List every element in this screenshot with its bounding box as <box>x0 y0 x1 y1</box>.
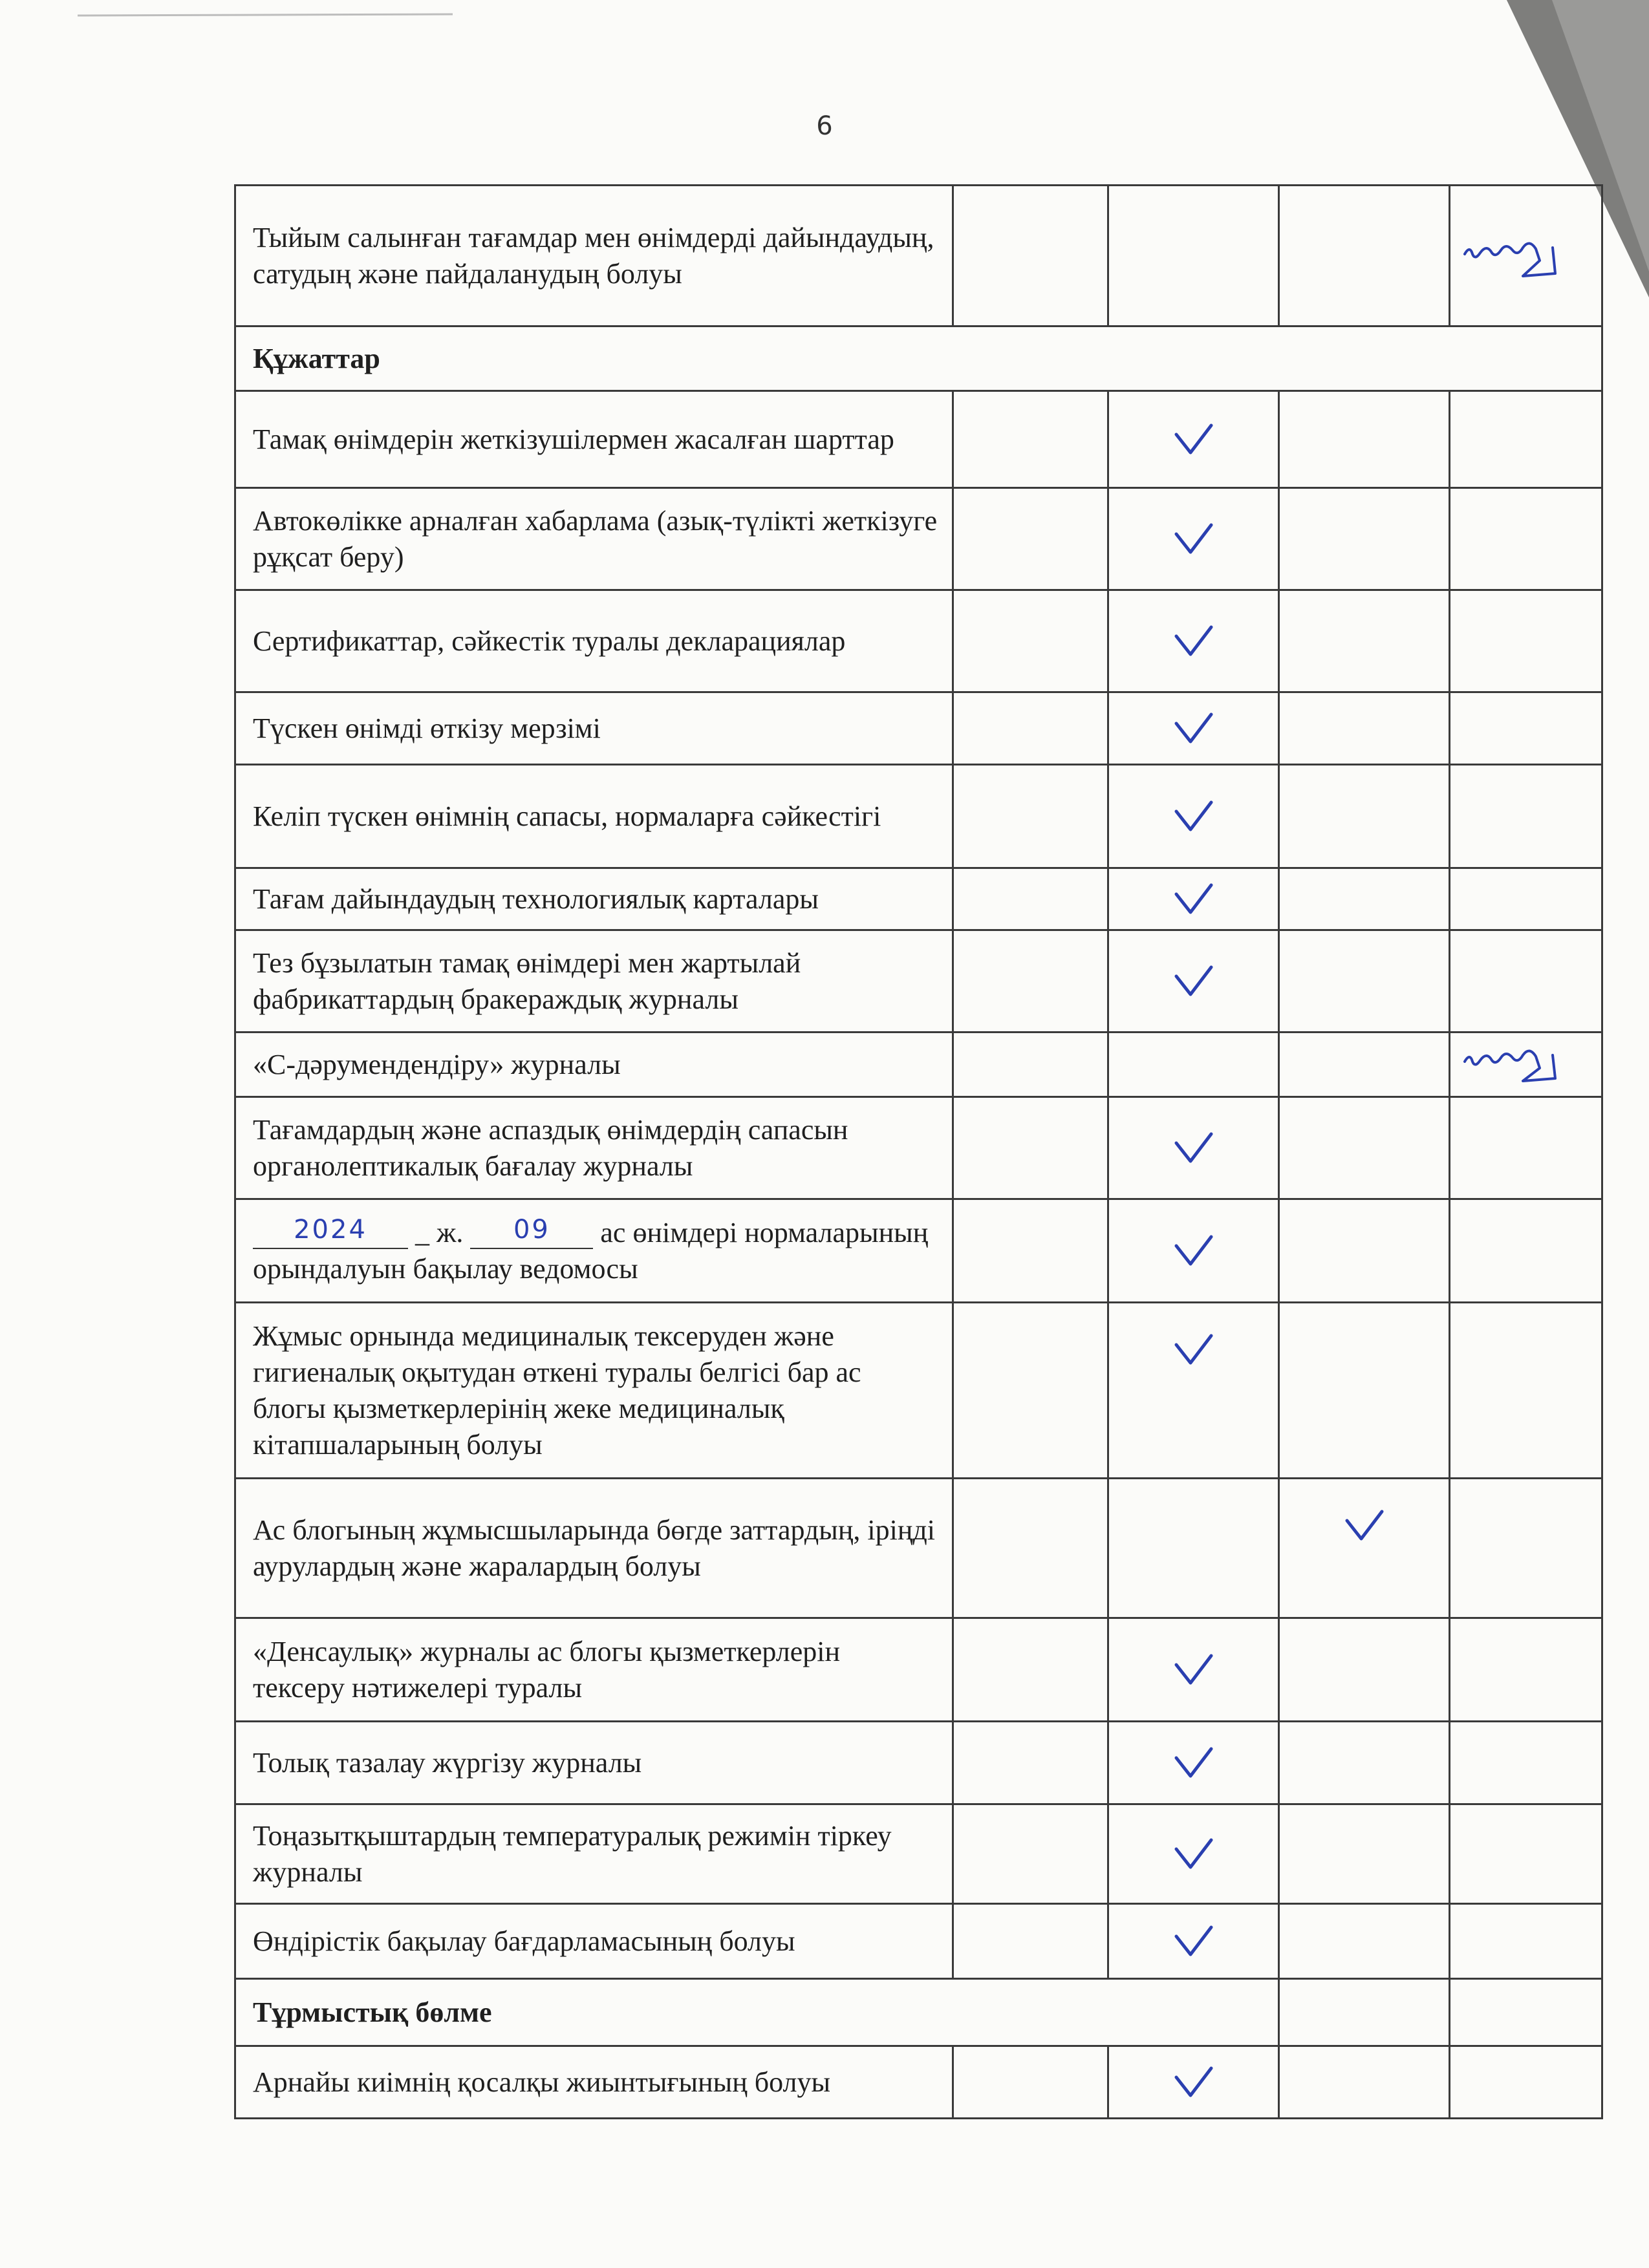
cell-empty <box>953 391 1108 488</box>
checklist-row <box>235 1097 1602 1199</box>
row-label: Жұмыс орнында медициналық тексеруден және гигиеналық оқытудан өткені туралы белгісі бар ас блогы қызметкерлерінің жеке медициналық кітапшаларының болуы <box>235 1303 953 1479</box>
cell-empty <box>953 1097 1108 1199</box>
cell-empty <box>1279 391 1450 488</box>
row-label: Тыйым салынған тағамдар мен өнімдерді дайындаудың, сатудың және пайдаланудың болуы <box>235 186 953 326</box>
cell-empty <box>1279 692 1450 765</box>
cell-empty <box>953 1904 1108 1979</box>
checklist-row <box>235 1199 1602 1303</box>
cell-empty <box>1279 1804 1450 1904</box>
cell-empty <box>1450 1097 1602 1199</box>
cell-empty <box>953 1804 1108 1904</box>
cell-empty <box>1450 2046 1602 2119</box>
checkmark-icon <box>1171 962 1216 1001</box>
cell-empty <box>1450 488 1602 590</box>
checkmark-icon <box>1171 1232 1216 1270</box>
checkmark-icon <box>1171 2063 1216 2102</box>
cell-empty <box>1279 1904 1450 1979</box>
handwritten-no-note <box>1458 220 1594 292</box>
page-number: 6 <box>816 111 833 141</box>
row-label: Сертификаттар, сәйкестік туралы декларациялар <box>235 590 953 692</box>
month-blank <box>470 1214 593 1249</box>
row-label-text: ас өнімдері нормаларының орындалуын бақылау ведомосы <box>253 1216 929 1285</box>
cell-empty <box>953 488 1108 590</box>
cell-empty <box>1279 868 1450 930</box>
cell-empty <box>1279 765 1450 868</box>
section-row <box>235 1979 1602 2046</box>
cell-empty <box>1279 1979 1450 2046</box>
cell-check <box>1108 391 1279 488</box>
row-label: Өндірістік бақылау бағдарламасының болуы <box>235 1904 953 1979</box>
cell-empty <box>1450 1303 1602 1479</box>
cell-check <box>1108 868 1279 930</box>
section-title-documents: Құжаттар <box>235 326 1602 391</box>
cell-empty <box>1279 488 1450 590</box>
checkmark-icon <box>1171 880 1216 919</box>
cell-empty <box>953 1722 1108 1804</box>
row-label: «Денсаулық» журналы ас блогы қызметкерлерін тексеру нәтижелері туралы <box>235 1618 953 1722</box>
row-label: Тағамдардың және аспаздық өнімдердің сапасын органолептикалық бағалау журналы <box>235 1097 953 1199</box>
cell-empty <box>953 186 1108 326</box>
checklist-row <box>235 1032 1602 1097</box>
cell-empty <box>953 1618 1108 1722</box>
cell-empty <box>1279 1199 1450 1303</box>
row-label: Тоңазытқыштардың температуралық режимін тіркеу журналы <box>235 1804 953 1904</box>
cell-empty <box>1450 1722 1602 1804</box>
checklist-row <box>235 1804 1602 1904</box>
cell-check <box>1108 765 1279 868</box>
cell-empty <box>1450 1618 1602 1722</box>
checklist-row <box>235 186 1602 326</box>
cell-check <box>1108 930 1279 1032</box>
cell-empty <box>1450 1904 1602 1979</box>
cell-check <box>1108 1303 1279 1479</box>
checkmark-icon <box>1171 1835 1216 1874</box>
cell-empty <box>1279 930 1450 1032</box>
cell-empty <box>953 868 1108 930</box>
checkmark-icon <box>1171 1651 1216 1689</box>
checklist-row <box>235 1303 1602 1479</box>
row-label: Тағам дайындаудың технологиялық карталары <box>235 868 953 930</box>
checkmark-icon <box>1342 1506 1387 1545</box>
cell-empty <box>1279 1032 1450 1097</box>
cell-empty <box>1279 186 1450 326</box>
cell-empty <box>953 590 1108 692</box>
inspection-checklist-table <box>234 184 1603 2119</box>
cell-check <box>1108 692 1279 765</box>
row-label: Ас блогының жұмысшыларында бөгде заттардың, іріңді аурулардың және жаралардың болуы <box>235 1479 953 1618</box>
cell-check <box>1108 488 1279 590</box>
cell-empty <box>1450 590 1602 692</box>
checklist-row <box>235 1722 1602 1804</box>
cell-check <box>1279 1479 1450 1618</box>
cell-empty <box>1279 2046 1450 2119</box>
checkmark-icon <box>1171 1129 1216 1168</box>
checklist-row <box>235 1618 1602 1722</box>
row-label: Келіп түскен өнімнің сапасы, нормаларға сәйкестігі <box>235 765 953 868</box>
cell-empty <box>1450 930 1602 1032</box>
checkmark-icon <box>1171 1744 1216 1782</box>
cell-check <box>1108 590 1279 692</box>
cell-empty <box>1279 1722 1450 1804</box>
checkmark-icon <box>1171 520 1216 559</box>
checkmark-icon <box>1171 1331 1216 1369</box>
row-label: «С-дәрумендендіру» журналы <box>235 1032 953 1097</box>
cell-check <box>1108 1199 1279 1303</box>
section-row <box>235 326 1602 391</box>
cell-empty <box>1450 391 1602 488</box>
cell-empty <box>1108 186 1279 326</box>
checklist-row <box>235 391 1602 488</box>
cell-empty <box>953 1303 1108 1479</box>
checklist-row <box>235 2046 1602 2119</box>
cell-note <box>1450 186 1602 326</box>
cell-empty <box>1450 692 1602 765</box>
checklist-row <box>235 1904 1602 1979</box>
handwritten-month: 09 <box>513 1214 550 1245</box>
cell-empty <box>1108 1032 1279 1097</box>
cell-check <box>1108 2046 1279 2119</box>
checklist-row <box>235 765 1602 868</box>
cell-empty <box>953 1199 1108 1303</box>
cell-check <box>1108 1722 1279 1804</box>
cell-empty <box>1279 1618 1450 1722</box>
handwritten-year: 2024 <box>294 1214 367 1245</box>
row-label: Арнайы киімнің қосалқы жиынтығының болуы <box>235 2046 953 2119</box>
year-blank <box>253 1214 408 1249</box>
handwritten-no-note <box>1458 1036 1594 1094</box>
year-suffix: _ ж. <box>415 1216 464 1248</box>
cell-empty <box>953 765 1108 868</box>
row-label: Толық тазалау жүргізу журналы <box>235 1722 953 1804</box>
checklist-row <box>235 692 1602 765</box>
cell-empty <box>1279 1097 1450 1199</box>
cell-empty <box>1279 590 1450 692</box>
checkmark-icon <box>1171 709 1216 748</box>
cell-empty <box>1450 1804 1602 1904</box>
cell-empty <box>953 930 1108 1032</box>
row-label: Тез бұзылатын тамақ өнімдері мен жартылай фабрикаттардың бракераждық журналы <box>235 930 953 1032</box>
cell-empty <box>1450 1199 1602 1303</box>
checklist-row <box>235 1479 1602 1618</box>
cell-empty <box>953 1479 1108 1618</box>
row-label: Тамақ өнімдерін жеткізушілермен жасалған шарттар <box>235 391 953 488</box>
cell-empty <box>1108 1479 1279 1618</box>
cell-check <box>1108 1097 1279 1199</box>
checklist-row <box>235 868 1602 930</box>
section-title-household-room: Тұрмыстық бөлме <box>235 1979 1279 2046</box>
cell-empty <box>953 692 1108 765</box>
cell-check <box>1108 1904 1279 1979</box>
checklist-row <box>235 930 1602 1032</box>
row-label: Түскен өнімді өткізу мерзімі <box>235 692 953 765</box>
checklist-row <box>235 488 1602 590</box>
cell-empty <box>1450 1979 1602 2046</box>
cell-empty <box>1279 1303 1450 1479</box>
checkmark-icon <box>1171 420 1216 459</box>
checkmark-icon <box>1171 797 1216 836</box>
cell-note <box>1450 1032 1602 1097</box>
cell-empty <box>1450 868 1602 930</box>
cell-check <box>1108 1804 1279 1904</box>
cell-check <box>1108 1618 1279 1722</box>
checkmark-icon <box>1171 622 1216 661</box>
cell-empty <box>953 2046 1108 2119</box>
row-label-with-date <box>235 1199 953 1303</box>
cell-empty <box>953 1032 1108 1097</box>
row-label: Автокөлікке арналған хабарлама (азық-түлікті жеткізуге рұқсат беру) <box>235 488 953 590</box>
checklist-row <box>235 590 1602 692</box>
cell-empty <box>1450 765 1602 868</box>
checkmark-icon <box>1171 1922 1216 1961</box>
cell-empty <box>1450 1479 1602 1618</box>
